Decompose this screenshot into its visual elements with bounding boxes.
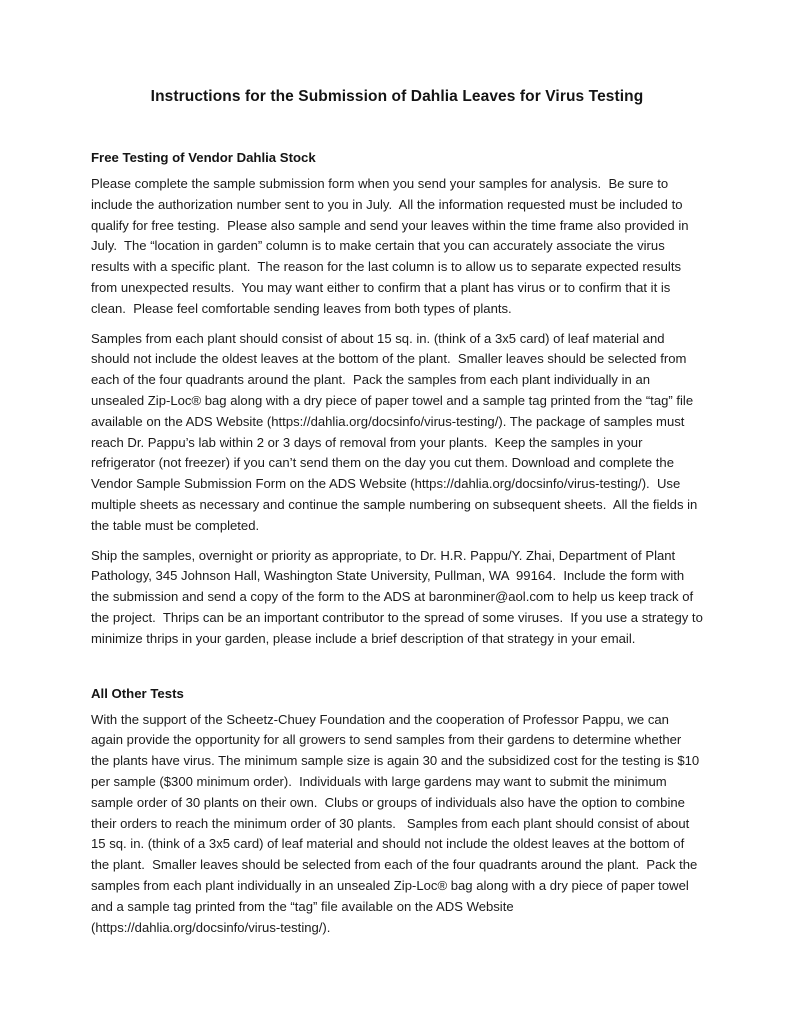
section-all-other-tests <box>91 686 703 939</box>
section-heading-free-testing: Free Testing of Vendor Dahlia Stock <box>91 150 316 165</box>
paragraph-submission-form: Please complete the sample submission form when you send your samples for analysis. Be sure to include the authorization number sent to you in July. All the information requested must be included to qualify for free testing. Please also sample and send your leaves within the time frame also provided in July. The “location in garden” column is to make certain that you can accurately associate the virus results with a specific plant. The reason for the last column is to allow us to separate expected results from unexpected results. You may want either to confirm that a plant has virus or to confirm that it is clean. Please feel comfortable sending leaves from both types of plants. <box>91 176 693 316</box>
paragraph-shipping-instructions: Ship the samples, overnight or priority as appropriate, to Dr. H.R. Pappu/Y. Zhai, Department of Plant Pathology, 345 Johnson Hall, Washington State University, Pullman, WA 99164. Include the form with the submission and send a copy of the form to the ADS at baronminer@aol.com to help us keep track of the project. Thrips can be an important contributor to the spread of some viruses. If you use a strategy to minimize thrips in your garden, please include a brief description of that strategy in your email. <box>91 547 707 646</box>
paragraph-general-testing: With the support of the Scheetz-Chuey Foundation and the cooperation of Professor Pappu, we can again provide the opportunity for all growers to send samples from their gardens to determine whether the plants have virus. The minimum sample size is again 30 and the subsidized cost for the testing is $10 per sample ($300 minimum order). Individuals with large gardens may want to submit the minimum sample order of 30 plants on their own. Clubs or groups of individuals also have the option to combine their orders to reach the minimum order of 30 plants. Samples from each plant should consist of about 15 sq. in. (think of a 3x5 card) of leaf material and should not include the oldest leaves at the bottom of the plant. Smaller leaves should be selected from each of the four quadrants around the plant. Pack the samples from each plant individually in an unsealed Zip-Loc® bag along with a dry piece of paper towel and a sample tag printed from the “tag” file available on the ADS Website (https://dahlia.org/docsinfo/virus-testing/). <box>91 711 703 935</box>
paragraph-sample-preparation: Samples from each plant should consist of about 15 sq. in. (think of a 3x5 card) of leaf material and should not include the oldest leaves at the bottom of the plant. Smaller leaves should be selected from each of the four quadrants around the plant. Pack the samples from each plant individually in an unsealed Zip-Loc® bag along with a dry piece of paper towel and a sample tag printed from the “tag” file available on the ADS Website (https://dahlia.org/docsinfo/virus-testing/). The package of samples must reach Dr. Pappu’s lab within 2 or 3 days of removal from your plants. Keep the samples in your refrigerator (not freezer) if you can’t send them on the day you cut them. Download and complete the Vendor Sample Submission Form on the ADS Website (https://dahlia.org/docsinfo/virus-testing/). Use multiple sheets as necessary and continue the sample numbering on subsequent sheets. All the fields in the table must be completed. <box>91 330 701 533</box>
page-title: Instructions for the Submission of Dahlia Leaves for Virus Testing <box>150 88 644 105</box>
section-heading-all-other-tests: All Other Tests <box>91 685 184 701</box>
section-free-testing <box>91 150 707 650</box>
